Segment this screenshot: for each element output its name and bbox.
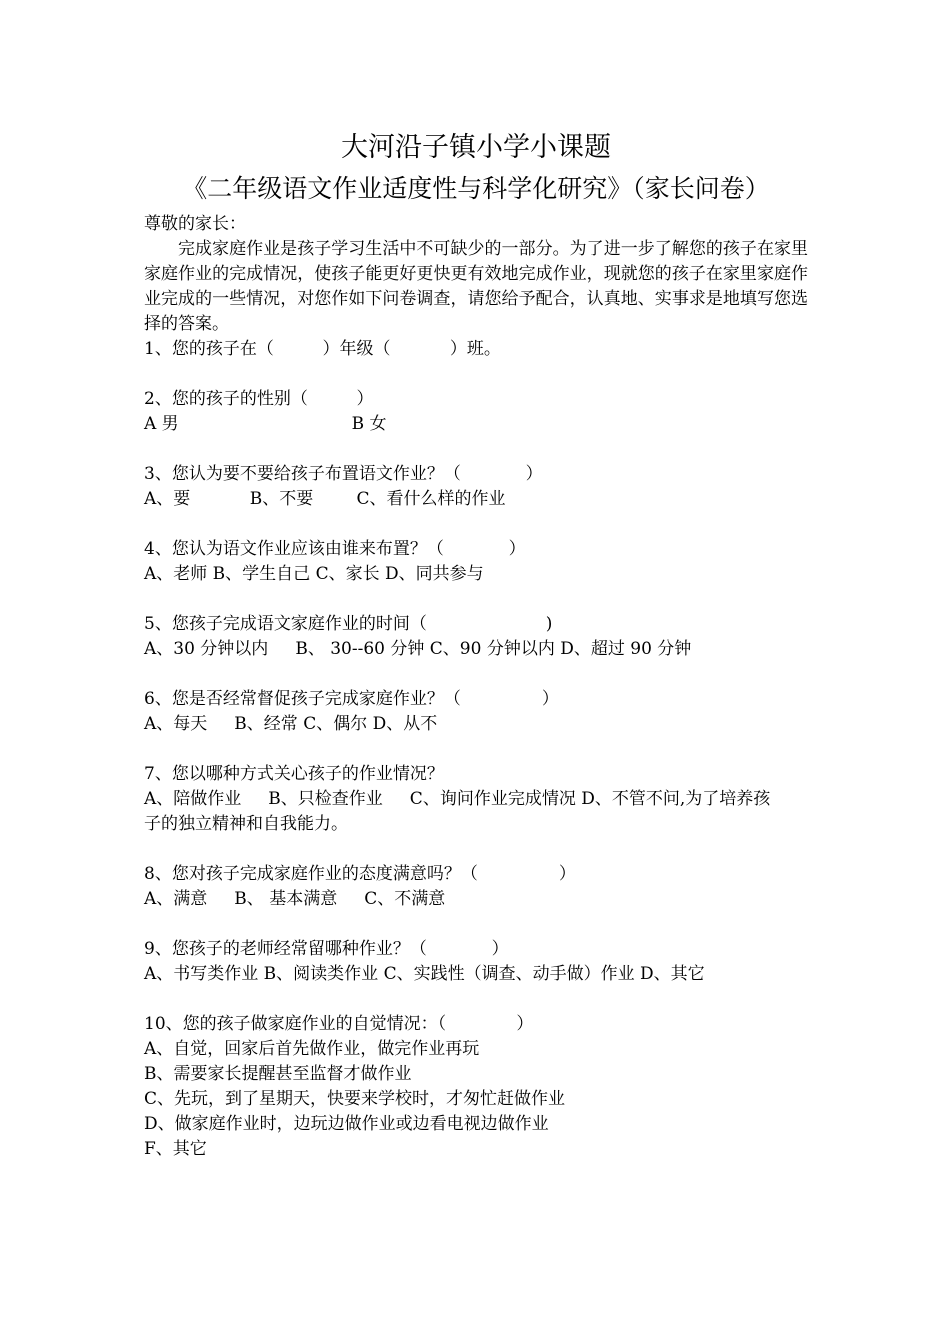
question-2 <box>144 387 808 437</box>
question-options: A、陪做作业 B、只检查作业 C、询问作业完成情况 D、不管不问,为了培养孩 <box>144 789 771 809</box>
greeting: 尊敬的家长： <box>144 214 246 234</box>
question-options: A、书写类作业 B、阅读类作业 C、实践性（调查、动手做）作业 D、其它 <box>144 964 705 984</box>
question-prompt: 9、您孩子的老师经常留哪种作业？（ ） <box>144 939 509 959</box>
questionnaire-page <box>144 128 808 1162</box>
question-4 <box>144 537 808 587</box>
question-8 <box>144 862 808 912</box>
question-prompt: 6、您是否经常督促孩子完成家庭作业？（ ） <box>144 689 559 709</box>
question-prompt: 2、您的孩子的性别（ ） <box>144 389 374 409</box>
question-options: A 男 B 女 <box>144 414 387 434</box>
question-prompt: 1、您的孩子在（ ）年级（ ）班。 <box>144 339 501 359</box>
question-1 <box>144 337 808 362</box>
question-prompt: 5、您孩子完成语文家庭作业的时间（ ) <box>144 614 553 634</box>
question-options: A、每天 B、经常 C、偶尔 D、从不 <box>144 714 438 734</box>
question-option-a: A、自觉，回家后首先做作业，做完作业再玩 <box>144 1039 480 1059</box>
question-10 <box>144 1012 808 1162</box>
question-9 <box>144 937 808 987</box>
question-3 <box>144 462 808 512</box>
question-prompt: 8、您对孩子完成家庭作业的态度满意吗？（ ） <box>144 864 576 884</box>
question-6 <box>144 687 808 737</box>
question-option-b: B、需要家长提醒甚至监督才做作业 <box>144 1064 412 1084</box>
document-subtitle: 《二年级语文作业适度性与科学化研究》（家长问卷） <box>182 174 770 203</box>
question-5 <box>144 612 808 662</box>
question-prompt: 7、您以哪种方式关心孩子的作业情况？ <box>144 764 444 784</box>
question-option-c: C、先玩，到了星期天，快要来学校时，才匆忙赶做作业 <box>144 1089 566 1109</box>
question-options: A、老师 B、学生自己 C、家长 D、同共参与 <box>144 564 484 584</box>
document-title: 大河沿子镇小学小课题 <box>341 132 611 163</box>
question-7 <box>144 762 808 837</box>
question-options: A、满意 B、 基本满意 C、不满意 <box>144 889 446 909</box>
question-options: A、要 B、不要 C、看什么样的作业 <box>144 489 506 509</box>
question-prompt: 3、您认为要不要给孩子布置语文作业？（ ） <box>144 464 543 484</box>
intro-paragraph: 完成家庭作业是孩子学习生活中不可缺少的一部分。为了进一步了解您的孩子在家里家庭作业的完成情况，使孩子能更好更快更有效地完成作业，现就您的孩子在家里家庭作业完成的一些情况，对您作如下问卷调查，请您给予配合，认真地、实事求是地填写您选择的答案。 <box>144 239 808 334</box>
question-option-d: D、做家庭作业时，边玩边做作业或边看电视边做作业 <box>144 1114 549 1134</box>
question-option-f: F、其它 <box>144 1139 207 1159</box>
question-prompt: 10、您的孩子做家庭作业的自觉情况：（ ） <box>144 1014 534 1034</box>
question-prompt: 4、您认为语文作业应该由谁来布置？（ ） <box>144 539 526 559</box>
question-options: A、30 分钟以内 B、 30--60 分钟 C、90 分钟以内 D、超过 90 分钟 <box>144 639 692 659</box>
question-options-continued: 子的独立精神和自我能力。 <box>144 814 348 834</box>
